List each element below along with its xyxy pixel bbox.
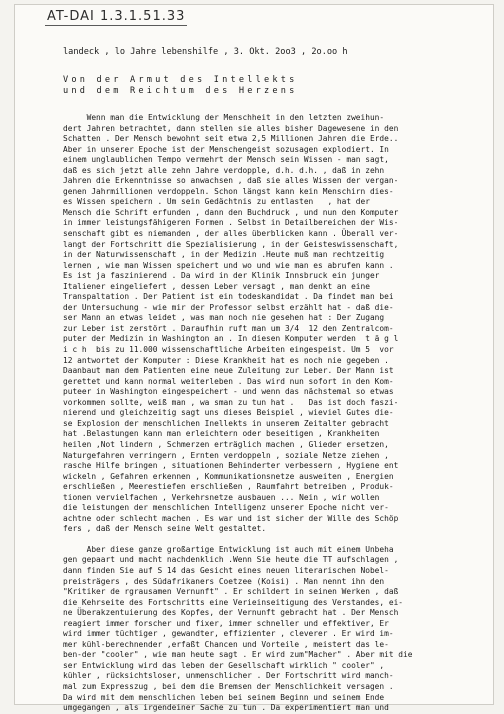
- text-line: die Kehrseite des Fortschritts eine Verieinseitigung des Verstandes, ei-: [63, 597, 404, 607]
- paragraph-1: [63, 113, 499, 535]
- text-line: fers , daß der Mensch seine Welt gestaltet.: [63, 524, 267, 534]
- text-line: preisträgers , des Südafrikaners Coetzee (Koisi) . Man nennt ihn den: [63, 576, 385, 586]
- event-header: landeck , lo Jahre lebenshilfe , 3. Okt. 2oo3 , 2o.oo h: [63, 47, 348, 57]
- text-line: umgegangen , als irgendeiner Sache zu tun . Da experimentiert man und: [63, 703, 389, 713]
- text-line: Aber diese ganze großartige Entwicklung ist auch mit einem Unbeha: [63, 544, 394, 554]
- text-line: senschaft gibt es niemanden , der alles überblicken kann . Überall ver-: [63, 229, 399, 239]
- text-line: vorkommen sollte, weiß man , wa sman zu tun hat . Das ist doch faszi-: [63, 397, 399, 407]
- text-line: mal zum Expresszug , bei dem die Bremsen der Menschlichkeit versagen .: [63, 681, 394, 691]
- text-line: die leistungen der menschlichen Intelligenz unserer Epoche nicht ver-: [63, 503, 389, 513]
- text-line: gerettet und kann normal weiterleben . Das wird nun sofort in den Kom-: [63, 376, 394, 386]
- text-line: rasche Hilfe bringen , situationen Behinderter verbessern , Hygiene ent: [63, 461, 399, 471]
- text-line: Daanbaut man dem Patienten eine neue Zuleitung zur Leber. Der Mann ist: [63, 366, 394, 376]
- text-line: Da wird mit dem menschlichen leben bei seinem Beginn und seinem Ende: [63, 692, 385, 702]
- text-line: wickeln , Gefahren erkennen , Kommunikationsnetze ausweiten , Energien: [63, 471, 394, 481]
- text-line: gen gepaart und macht nachdenklich .Wenn Sie heute die TT aufschlagen ,: [63, 555, 399, 565]
- text-line: Jahren die Erkenntnisse so anwachsen , daß sie alles Wissen der vergan-: [63, 176, 399, 186]
- paragraph-2: [63, 545, 499, 714]
- text-line: Transpaltation . Der Patient ist ein todeskandidat . Da findet man bei: [63, 292, 394, 302]
- text-line: puteer in Washington eingespeichert - und wenn das nächstemal so etwas: [63, 387, 394, 397]
- text-line: ne Überakzentuierung des Kopfes, der Vernunft gebracht hat . Der Mensch: [63, 608, 399, 618]
- text-line: ser Mann an etwas leidet , was man noch nie gesehen hat : Der Zugang: [63, 313, 385, 323]
- text-line: der Untersuchung - wie mir der Professor selbst erzählt hat - daß die-: [63, 302, 394, 312]
- text-line: in immer leistungsfähigeren Formen . Selbst in Detailbereichen der Wis-: [63, 218, 399, 228]
- text-line: daß es sich jetzt alle zehn Jahre verdopple, d.h. d.h. , daß in zehn: [63, 165, 385, 175]
- text-line: zur Leber ist zerstört . Daraufhin ruft man um 3/4 12 den Zentralcom-: [63, 323, 394, 333]
- text-line: langt der Fortschritt die Spezialisierung , in der Geisteswissenschaft,: [63, 239, 399, 249]
- text-line: einem unglaublichen Tempo vermehrt der Mensch sein Wissen - man sagt,: [63, 155, 389, 165]
- text-line: mer kühl-berechnender ,erfaßt Chancen und Vorteile , meistert das le-: [63, 639, 389, 649]
- text-line: genen Jahrmillionen verdoppeln. Schon längst kann kein Menschirn dies-: [63, 186, 394, 196]
- text-line: kühler , rücksichtsloser, unmenschlicher . Der Fortschritt wird manch-: [63, 671, 394, 681]
- text-line: ben-der "cooler" , wie man heute sagt . Er wird zum"Macher" . Aber mit die: [63, 650, 413, 660]
- text-line: erschließen , Meerestiefen erschließen , Raumfahrt betreiben , Produk-: [63, 482, 394, 492]
- text-line: Italiener eingeliefert , dessen Leber versagt , man denkt an eine: [63, 281, 370, 291]
- text-line: i c h bis zu 11.000 wissenschaftliche Arbeiten eingespeist. Um 5 vor: [63, 345, 394, 355]
- text-line: dann finden Sie auf S 14 das Gesicht eines neuen literarischen Nobel-: [63, 565, 389, 575]
- title-line-2: und dem Reichtum des Herzens: [63, 86, 298, 96]
- text-line: "Kritiker de rgrausamen Vernunft" . Er schildert in seinen Werken , daß: [63, 587, 399, 597]
- text-line: ser Entwicklung wird das leben der Gesellschaft wirklich " cooler" ,: [63, 660, 385, 670]
- text-line: heilen ,Not lindern , Schmerzen erträglich machen , Glieder ersetzen,: [63, 439, 389, 449]
- text-line: es Wissen speichern . Um sein Gedächtnis zu entlasten , hat der: [63, 197, 370, 207]
- text-line: in der Naturwissenschaft , in der Medizin .Heute muß man rechtzeitig: [63, 250, 385, 260]
- text-line: tionen vervielfachen , Verkehrsnetze ausbauen ... Nein , wir wollen: [63, 492, 380, 502]
- text-line: wird immer tüchtiger , gewandter, effizienter , cleverer . Er wird im-: [63, 629, 394, 639]
- text-line: reagiert immer forscher und fixer, immer schneller und effektiver, Er: [63, 618, 389, 628]
- title-line-1: Von der Armut des Intellekts: [63, 75, 298, 85]
- text-line: Mensch die Schrift erfunden , dann den Buchdruck , und nun den Komputer: [63, 207, 399, 217]
- text-line: Wenn man die Entwicklung der Menschheit in den letzten zweihun-: [63, 113, 385, 122]
- document-page: [14, 4, 494, 713]
- text-line: Aber in unserer Epoche ist der Menschengeist sozusagen explodiert. In: [63, 144, 389, 154]
- text-line: 12 antwortet der Komputer : Diese Krankheit hat es noch nie gegeben .: [63, 355, 389, 365]
- archive-stamp: AT-DAI 1.3.1.51.33: [47, 9, 186, 24]
- text-line: nierend und gleichzeitig sagt uns dieses Beispiel , wieviel Gutes die-: [63, 408, 394, 418]
- text-line: se Explosion der menschlichen Inellekts in unserem Zeitalter gebracht: [63, 418, 389, 428]
- speech-body: [63, 113, 499, 714]
- text-line: achtne oder schlecht machen . Es war und ist sicher der Wille des Schöp: [63, 513, 399, 523]
- text-line: puter der Medizin in Washington an . In diesen Komputer werden t ä g l: [63, 334, 399, 344]
- text-line: dert Jahren betrachtet, dann stellen sie alles bisher Dagewesene in den: [63, 123, 399, 133]
- text-line: hat .Belastungen kann man erleichtern oder beseitigen , Krankheiten: [63, 429, 380, 439]
- text-line: Schatten . Der Mensch bewohnt seit etwa 2,5 Millionen Jahren die Erde..: [63, 134, 399, 144]
- speech-title: [63, 75, 297, 97]
- text-line: Naturgefahren verringern , Ernten verdoppeln , soziale Netze ziehen ,: [63, 450, 389, 460]
- text-line: lernen , wie man Wissen speichert und wo und wie man es abrufen kann .: [63, 260, 394, 270]
- text-line: Es ist ja faszinierend . Da wird in der Klinik Innsbruck ein junger: [63, 271, 380, 281]
